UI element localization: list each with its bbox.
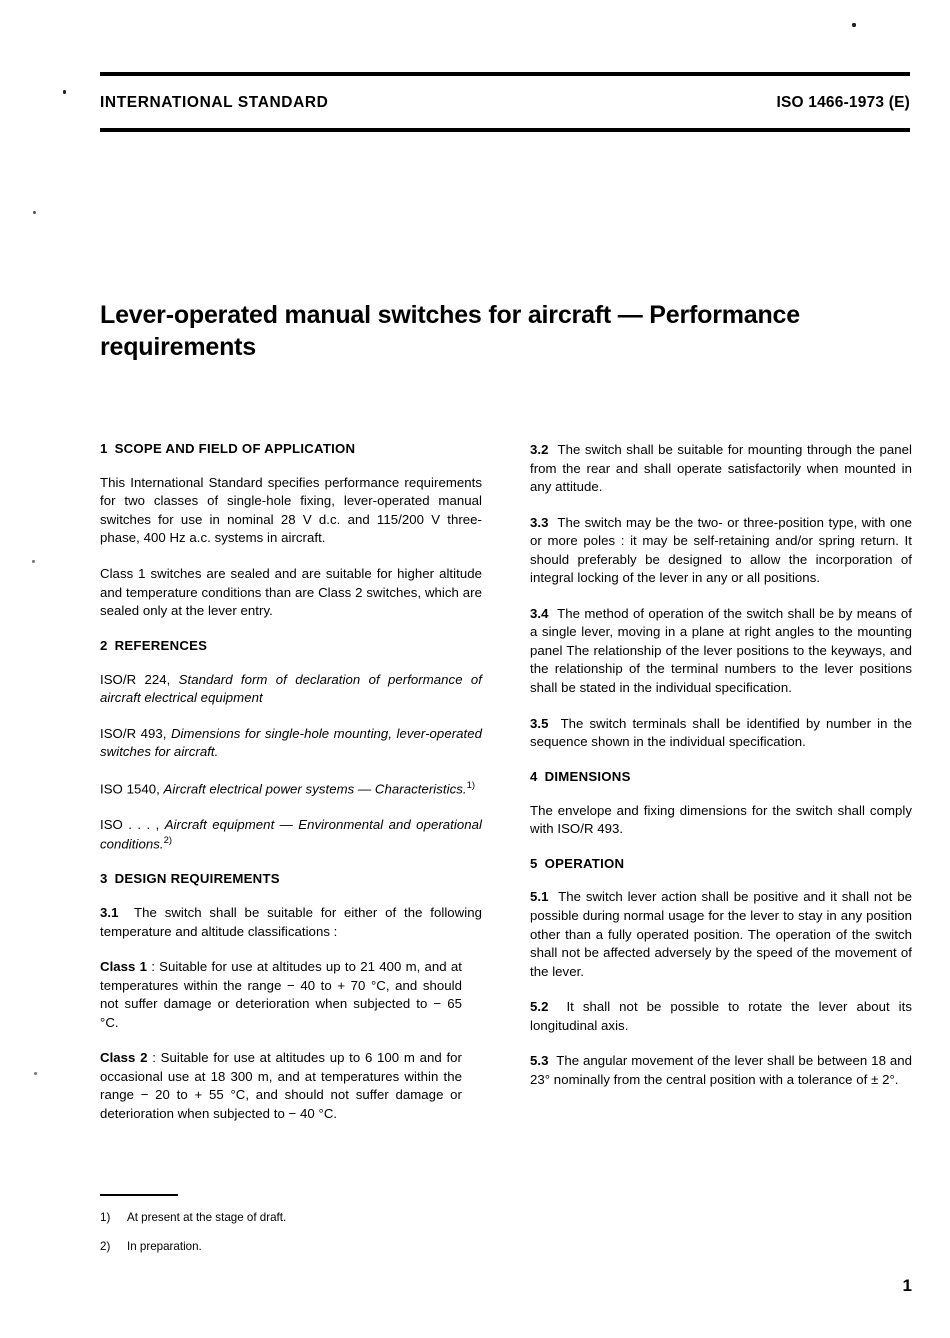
reference-title: Standard form of declaration of performance of aircraft electrical equipment bbox=[100, 671, 482, 706]
clause-number: 5.1 bbox=[530, 889, 549, 905]
section-title-2: REFERENCES bbox=[114, 637, 208, 653]
footnote-number: 2) bbox=[100, 1240, 111, 1254]
reference-designation: ISO/R 224, bbox=[100, 671, 179, 687]
footnotes-block bbox=[100, 1194, 500, 1268]
header-row bbox=[100, 76, 910, 128]
class-text: : Suitable for use at altitudes up to 21 400 m, and at temperatures within the range − 40 to + 70 °C, and should not suffer damage or deterioration when subjected to − 65 °C. bbox=[100, 959, 462, 1030]
reference-designation: ISO/R 493, bbox=[100, 725, 171, 741]
paragraph-3-5 bbox=[530, 715, 912, 752]
clause-text: The switch shall be suitable for either of the following temperature and altitude classifications : bbox=[100, 904, 483, 939]
footnote-marker: 1) bbox=[466, 779, 476, 791]
paragraph-5-1 bbox=[530, 888, 912, 981]
page-title: Lever-operated manual switches for aircraft — Performance requirements bbox=[100, 300, 800, 362]
paragraph-5-3 bbox=[530, 1052, 912, 1089]
class-2-item bbox=[100, 1049, 462, 1123]
clause-text: The switch shall be suitable for mounting through the panel from the rear and shall operate satisfactorily when mounted in any attitude. bbox=[530, 442, 913, 495]
footnote-item bbox=[100, 1239, 500, 1255]
page-header bbox=[100, 72, 910, 132]
class-1-item bbox=[100, 958, 462, 1032]
footnote-text: At present at the stage of draft. bbox=[127, 1211, 287, 1224]
clause-number: 3.1 bbox=[100, 904, 119, 920]
scan-speck-icon bbox=[33, 211, 36, 214]
section-heading-1 bbox=[100, 441, 482, 457]
clause-number: 3.5 bbox=[530, 715, 549, 731]
paragraph-5-2 bbox=[530, 998, 912, 1035]
clause-text: The method of operation of the switch shall be by means of a single lever, moving in a plane at right angles to the mounting panel The relationship of the lever positions to the keyways, and the relationship of the terminal numbers to the lever positions shall be stated in the individual specification. bbox=[530, 605, 913, 696]
footnote-item bbox=[100, 1210, 500, 1226]
section-number-1: 1 bbox=[100, 441, 108, 456]
paragraph-1-1: This International Standard specifies performance requirements for two classes of single-hole fixing, lever-operated manual switches for use in nominal 28 V d.c. and 115/200 V three-phase, 400 Hz a.c. systems in aircraft. bbox=[100, 474, 482, 546]
section-title-1: SCOPE AND FIELD OF APPLICATION bbox=[114, 441, 356, 456]
clause-text: It shall not be possible to rotate the lever about its longitudinal axis. bbox=[530, 999, 913, 1033]
paragraph-3-1 bbox=[100, 904, 482, 941]
clause-number: 5.3 bbox=[530, 1053, 549, 1069]
standard-type-label: INTERNATIONAL STANDARD bbox=[100, 94, 329, 111]
paragraph-4-1: The envelope and fixing dimensions for the switch shall comply with ISO/R 493. bbox=[530, 802, 912, 837]
scan-speck-icon bbox=[32, 560, 35, 563]
clause-number: 5.2 bbox=[530, 999, 549, 1015]
clause-number: 3.3 bbox=[530, 514, 549, 530]
scan-speck-icon bbox=[852, 23, 856, 27]
class-label: Class 1 bbox=[100, 959, 148, 975]
paragraph-1-2: Class 1 switches are sealed and are suitable for higher altitude and temperature conditions than are Class 2 switches, which are sealed only at the lever entry. bbox=[100, 566, 482, 619]
paragraph-3-4 bbox=[530, 605, 912, 698]
scan-speck-icon bbox=[34, 1072, 37, 1075]
section-title-5: OPERATION bbox=[544, 855, 625, 871]
clause-number: 3.2 bbox=[530, 442, 549, 457]
reference-designation: ISO 1540, bbox=[100, 781, 164, 797]
clause-text: The angular movement of the lever shall be between 18 and 23° nominally from the central position with a tolerance of ± 2°. bbox=[530, 1053, 912, 1087]
reference-title: Aircraft equipment — Environmental and operational conditions. bbox=[100, 816, 482, 852]
left-column bbox=[100, 441, 482, 1123]
clause-text: The switch may be the two- or three-position type, with one or more poles : it may be self-retaining and/or spring return. It should preferably be designed to allow the incorporation of integral locking of the lever in any or all positions. bbox=[530, 514, 912, 586]
paragraph-3-2 bbox=[530, 441, 912, 497]
section-number-5: 5 bbox=[530, 855, 538, 871]
footnote-number: 1) bbox=[100, 1211, 111, 1224]
class-text: : Suitable for use at altitudes up to 6 100 m and for occasional use at 18 300 m, and at temperatures within the range − 20 to + 55 °C, and should not suffer damage or deterioration when subjected to − 40 °C. bbox=[100, 1050, 462, 1121]
section-heading-5 bbox=[530, 856, 912, 872]
reference-item bbox=[100, 725, 482, 762]
section-number-2: 2 bbox=[100, 637, 108, 653]
reference-title: Aircraft electrical power systems — Characteristics. bbox=[163, 781, 467, 797]
reference-title: Dimensions for single-hole mounting, lever-operated switches for aircraft. bbox=[100, 725, 483, 760]
reference-item bbox=[100, 816, 482, 854]
reference-item bbox=[100, 779, 482, 799]
footnote-separator-rule bbox=[100, 1194, 178, 1196]
page-number: 1 bbox=[902, 1276, 912, 1295]
section-number-4: 4 bbox=[530, 768, 538, 784]
reference-designation: ISO . . . , bbox=[100, 816, 165, 832]
class-label: Class 2 bbox=[100, 1050, 148, 1066]
scan-speck-icon bbox=[63, 90, 66, 94]
section-heading-2 bbox=[100, 638, 482, 654]
header-rule-bottom bbox=[100, 128, 910, 132]
body-columns bbox=[100, 441, 912, 1123]
standard-reference-label: ISO 1466-1973 (E) bbox=[776, 94, 910, 111]
clause-number: 3.4 bbox=[530, 605, 549, 621]
section-title-4: DIMENSIONS bbox=[544, 768, 631, 784]
reference-item bbox=[100, 671, 482, 708]
section-title-3: DESIGN REQUIREMENTS bbox=[114, 871, 280, 887]
right-column bbox=[530, 441, 912, 1123]
section-heading-3 bbox=[100, 871, 482, 887]
section-heading-4 bbox=[530, 769, 912, 785]
section-number-3: 3 bbox=[100, 871, 108, 887]
clause-text: The switch lever action shall be positive and it shall not be possible during normal usage for the lever to stay in any position other than a fully operated position. The operation of the switch shall not be affected adversely by the speed of the movement of the lever. bbox=[530, 889, 912, 979]
clause-text: The switch terminals shall be identified by number in the sequence shown in the individual specification. bbox=[530, 715, 912, 750]
footnote-text: In preparation. bbox=[127, 1240, 202, 1254]
paragraph-3-3 bbox=[530, 514, 912, 588]
footnote-marker: 2) bbox=[163, 835, 173, 847]
